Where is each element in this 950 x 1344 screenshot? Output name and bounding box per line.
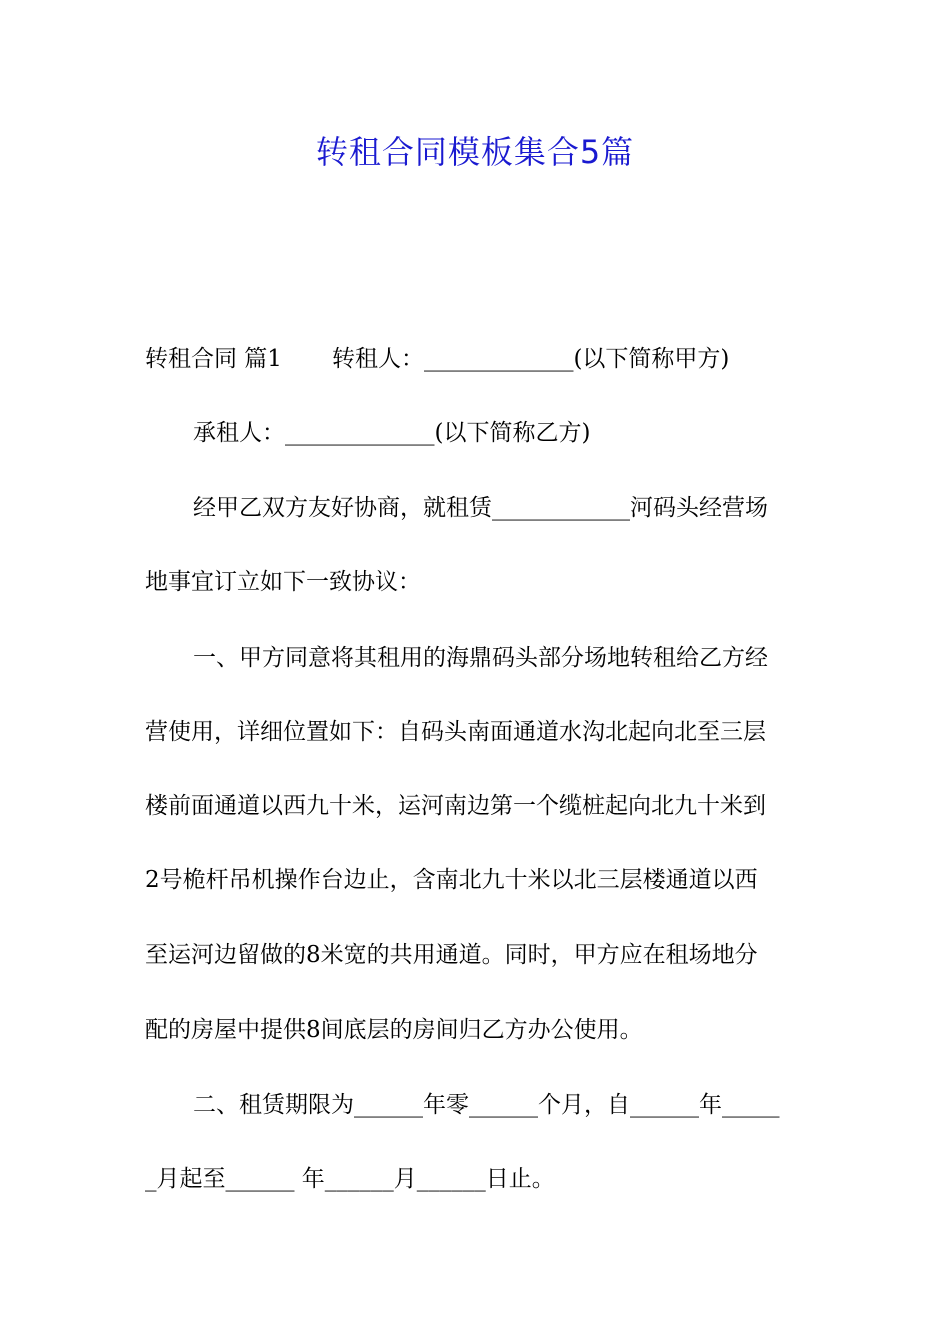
heading-line <box>145 341 825 377</box>
paragraph-line: 至运河边留做的8米宽的共用通道。同时，甲方应在租场地分 <box>145 942 758 968</box>
paragraph-line: 经甲乙双方友好协商，就租赁____________河码头经营场 <box>193 495 768 521</box>
paragraph-line: 二、租赁期限为______年零______个月，自______年_____ <box>193 1092 780 1118</box>
paragraph-line: 2号桅杆吊机操作台边止，含南北九十米以北三层楼通道以西 <box>145 867 758 893</box>
sublessor-line: 转租人：_____________(以下简称甲方) <box>331 346 730 372</box>
paragraph-line: 一、甲方同意将其租用的海鼎码头部分场地转租给乙方经 <box>193 645 768 671</box>
paragraph-line: 配的房屋中提供8间底层的房间归乙方办公使用。 <box>145 1017 643 1043</box>
paragraph-line: 营使用，详细位置如下：自码头南面通道水沟北起向北至三层 <box>145 719 766 745</box>
section-heading: 转租合同 篇1 <box>145 346 282 372</box>
paragraph-line: 楼前面通道以西九十米，运河南边第一个缆桩起向北九十米到 <box>145 793 766 819</box>
paragraph-line: _月起至______ 年______月______日止。 <box>145 1166 555 1192</box>
document-title: 转租合同模板集合5篇 <box>315 133 635 171</box>
paragraph-line: 地事宜订立如下一致协议： <box>145 569 421 595</box>
paragraph-line: 承租人：_____________(以下简称乙方) <box>193 420 591 446</box>
